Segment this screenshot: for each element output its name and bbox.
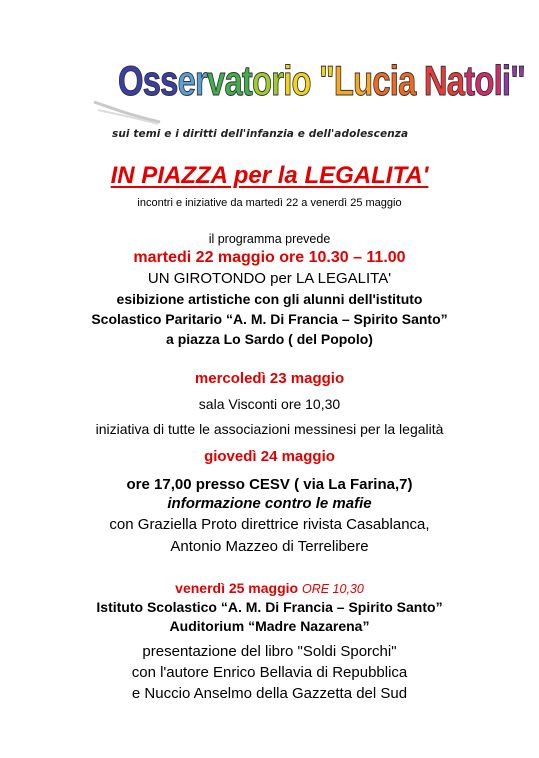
day1-description: esibizione artistiche con gli alunni dell'istituto — [116, 291, 423, 307]
day3-date: giovedì 24 maggio — [204, 448, 335, 465]
logo-letter: i — [501, 57, 511, 104]
day4-auditorium: Auditorium “Madre Nazarena” — [169, 618, 370, 634]
day2-venue: sala Visconti ore 10,30 — [198, 396, 341, 412]
main-subheading: incontri e iniziative da martedì 22 a venerdì 25 maggio — [137, 197, 402, 209]
logo-letter: s — [160, 57, 178, 104]
day3-venue: ore 17,00 presso CESV ( via La Farina,7) — [126, 476, 413, 493]
logo-letter: c — [372, 57, 390, 104]
logo-swoosh-icon — [92, 98, 162, 126]
logo-subtitle: sui temi e i diritti dell'infanzia e dell'adolescenza — [112, 128, 409, 140]
logo-letter: u — [353, 57, 373, 104]
program-intro: il programma prevede — [208, 232, 331, 246]
day3-speaker1: con Graziella Proto direttrice rivista Casablanca, — [109, 516, 430, 533]
day4-date: venerdì 25 maggio — [175, 580, 299, 596]
day1-date: martedi 22 maggio ore 10.30 – 11.00 — [133, 249, 406, 266]
logo-letter: a — [398, 57, 416, 104]
logo-letter: O — [118, 57, 143, 104]
day4-date-line — [0, 580, 539, 596]
logo-letter — [416, 56, 424, 106]
day3-speaker2: Antonio Mazzeo di Terrelibere — [170, 538, 369, 555]
logo-letter: r — [195, 57, 208, 104]
logo-letter: s — [142, 57, 161, 104]
day1-title: UN GIROTONDO per LA LEGALITA' — [147, 270, 392, 287]
logo-letter: v — [207, 57, 225, 104]
logo-letter: o — [474, 57, 494, 104]
day1-location: a piazza Lo Sardo ( del Popolo) — [166, 331, 373, 347]
day2-description: iniziativa di tutte le associazioni messinesi per la legalità — [95, 421, 444, 437]
logo-letter: N — [423, 57, 447, 104]
main-heading: IN PIAZZA per la LEGALITA' — [110, 162, 429, 189]
day2-date: mercoledì 23 maggio — [194, 370, 345, 387]
logo-letter: " — [319, 57, 334, 104]
logo-letter: i — [283, 57, 292, 104]
day1-school: Scolastico Paritario “A. M. Di Francia – Spirito Santo” — [91, 311, 448, 327]
day4-time: ORE 10,30 — [301, 582, 364, 596]
logo-letter: o — [252, 57, 272, 104]
day4-book: presentazione del libro "Soldi Sporchi" — [142, 643, 397, 660]
day4-school: Istituto Scolastico “A. M. Di Francia – Spirito Santo” — [96, 599, 443, 615]
logo-letter: L — [333, 57, 354, 104]
day3-topic: informazione contro le mafie — [167, 495, 372, 512]
logo-letter: o — [291, 57, 311, 104]
logo-letter: r — [271, 57, 284, 104]
logo-letter — [311, 56, 319, 106]
logo-letter: a — [224, 57, 242, 104]
logo-letter: l — [493, 57, 502, 104]
logo-letter: i — [389, 57, 399, 104]
logo-letter: " — [510, 57, 525, 104]
logo-letter: t — [464, 57, 475, 104]
logo-letter: t — [241, 57, 253, 104]
day4-guest: e Nuccio Anselmo della Gazzetta del Sud — [131, 685, 408, 702]
logo-letter: e — [177, 57, 196, 104]
logo-letter: a — [446, 57, 465, 104]
day4-author: con l'autore Enrico Bellavia di Repubblica — [131, 664, 408, 681]
